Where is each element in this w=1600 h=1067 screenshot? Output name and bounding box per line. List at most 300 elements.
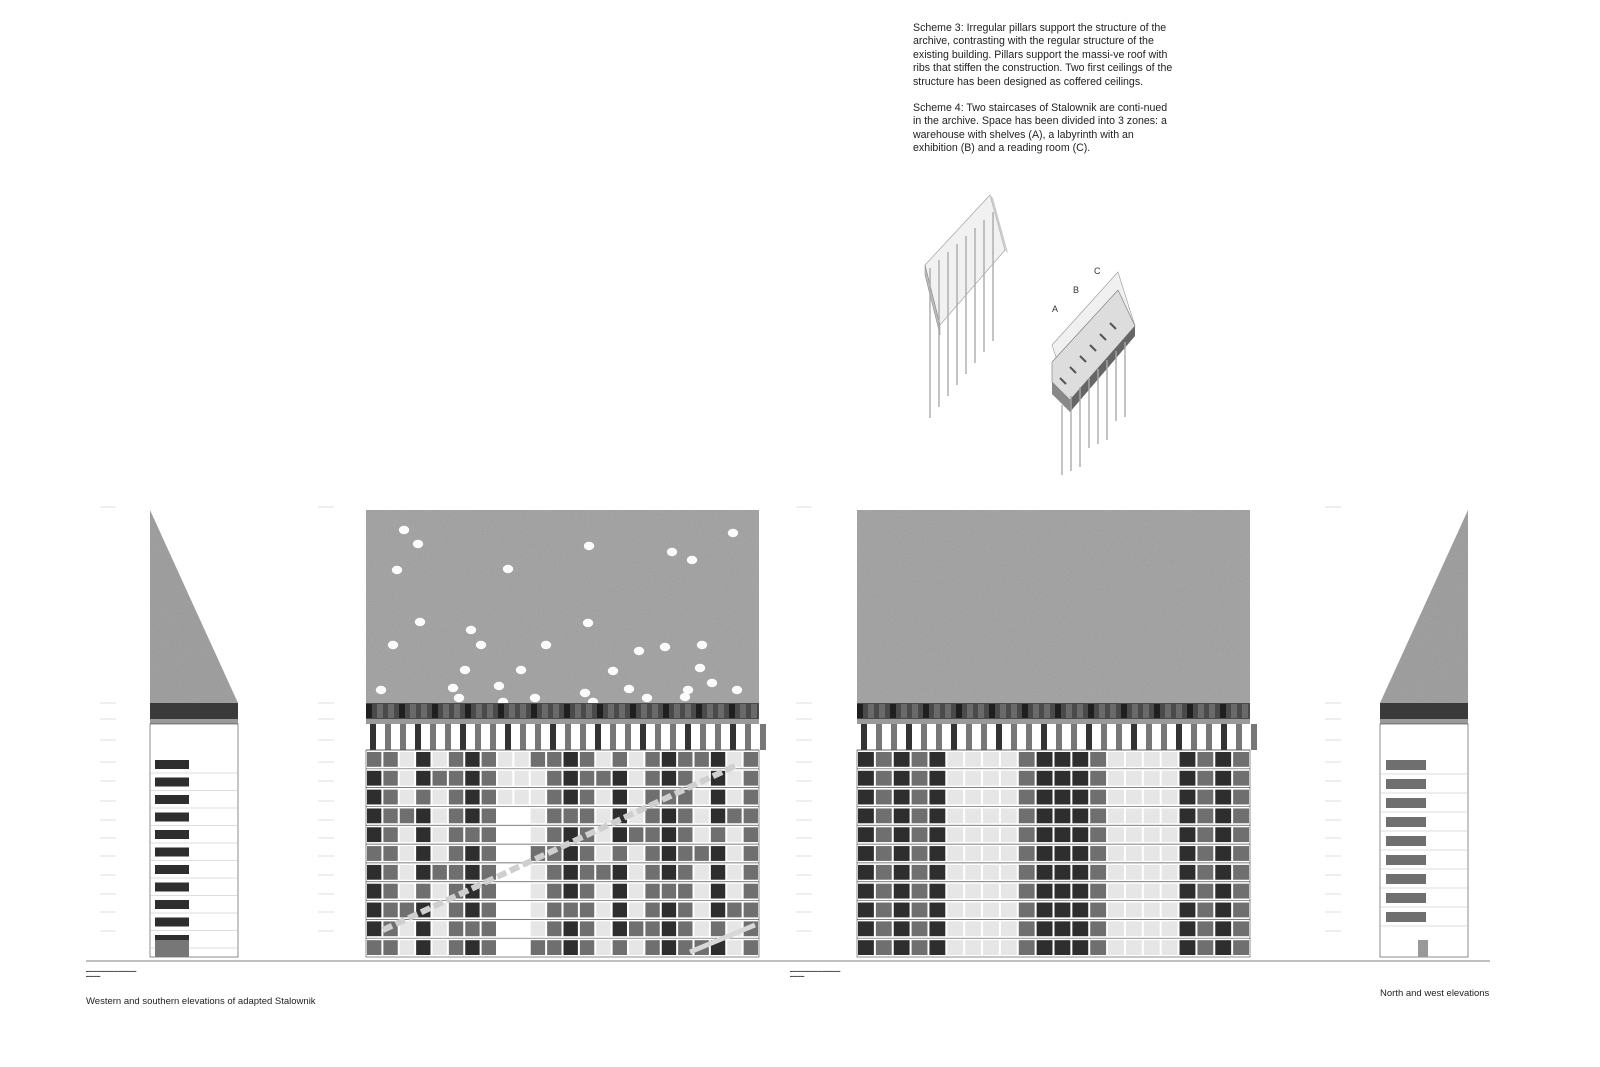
- facade-panel: [1197, 921, 1213, 936]
- facade-panel: [1215, 903, 1231, 918]
- roof-hole: [584, 542, 594, 550]
- facade-panel: [1180, 903, 1196, 918]
- facade-panel: [514, 903, 528, 918]
- facade-panel: [1001, 921, 1017, 936]
- band-panel: [520, 704, 526, 718]
- facade-panel: [1090, 865, 1106, 880]
- facade-panel: [1037, 884, 1053, 899]
- upper-column: [876, 724, 882, 750]
- facade-panel: [662, 865, 676, 880]
- facade-panel: [965, 790, 981, 805]
- roof-hole: [608, 667, 618, 675]
- facade-panel: [929, 865, 945, 880]
- band-panel: [1066, 704, 1072, 718]
- upper-column: [906, 724, 912, 750]
- facade-panel: [1180, 940, 1196, 955]
- facade-panel: [564, 771, 578, 786]
- roof-hole: [583, 619, 593, 627]
- facade-panel: [580, 884, 594, 899]
- facade-panel: [876, 865, 892, 880]
- facade-panel: [695, 921, 709, 936]
- facade-panel: [1072, 940, 1088, 955]
- roof-hole: [476, 641, 486, 649]
- facade-panel: [1180, 884, 1196, 899]
- facade-panel: [1090, 752, 1106, 767]
- band-panel: [1044, 704, 1050, 718]
- facade-panel: [678, 771, 692, 786]
- facade-panel: [1126, 790, 1142, 805]
- facade-panel: [858, 790, 874, 805]
- window-strip: [155, 795, 189, 804]
- upper-column: [1116, 724, 1122, 750]
- facade-panel: [596, 884, 610, 899]
- facade-panel: [983, 846, 999, 861]
- facade-panel: [662, 752, 676, 767]
- band-panel: [476, 704, 482, 718]
- facade-panel: [416, 790, 430, 805]
- facade-panel: [564, 790, 578, 805]
- upper-column: [385, 724, 391, 750]
- facade-panel: [613, 921, 627, 936]
- upper-column: [1206, 724, 1212, 750]
- upper-column: [1131, 724, 1137, 750]
- band-panel: [641, 704, 647, 718]
- facade-panel: [912, 771, 928, 786]
- facade-panel: [876, 921, 892, 936]
- facade-panel: [400, 752, 414, 767]
- facade-panel: [498, 771, 512, 786]
- band-panel: [443, 704, 449, 718]
- band-panel: [619, 704, 625, 718]
- facade-panel: [449, 940, 463, 955]
- facade-panel: [580, 846, 594, 861]
- roof-hole: [707, 679, 717, 687]
- facade-panel: [596, 921, 610, 936]
- upper-column: [535, 724, 541, 750]
- facade-panel: [947, 790, 963, 805]
- upper-column: [1236, 724, 1242, 750]
- facade-panel: [1180, 771, 1196, 786]
- upper-column: [610, 724, 616, 750]
- facade-panel: [876, 808, 892, 823]
- facade-panel: [449, 865, 463, 880]
- facade-panel: [947, 827, 963, 842]
- facade-panel: [1037, 827, 1053, 842]
- facade-panel: [1108, 884, 1124, 899]
- facade-panel: [433, 940, 447, 955]
- facade-panel: [1126, 921, 1142, 936]
- facade-panel: [1180, 846, 1196, 861]
- facade-panel: [449, 771, 463, 786]
- facade-panel: [1019, 884, 1035, 899]
- facade-panel: [894, 865, 910, 880]
- slab-edge: [150, 719, 238, 724]
- band-panel: [1011, 704, 1017, 718]
- facade-panel: [1144, 921, 1160, 936]
- facade-panel: [465, 771, 479, 786]
- facade-panel: [1215, 827, 1231, 842]
- facade-panel: [1233, 790, 1249, 805]
- facade-panel: [367, 771, 381, 786]
- band-panel: [1110, 704, 1116, 718]
- band-panel: [630, 704, 636, 718]
- facade-panel: [400, 808, 414, 823]
- band-panel: [956, 704, 962, 718]
- facade-panel: [1001, 884, 1017, 899]
- roof-hole: [695, 664, 705, 672]
- facade-panel: [1144, 865, 1160, 880]
- facade-panel: [1090, 921, 1106, 936]
- facade-panel: [965, 846, 981, 861]
- facade-panel: [383, 827, 397, 842]
- upper-column: [625, 724, 631, 750]
- facade-panel: [547, 903, 561, 918]
- facade-panel: [876, 903, 892, 918]
- facade-panel: [1180, 808, 1196, 823]
- facade-panel: [1055, 771, 1071, 786]
- facade-panel: [383, 790, 397, 805]
- facade-panel: [613, 846, 627, 861]
- facade-panel: [858, 808, 874, 823]
- band-panel: [1000, 704, 1006, 718]
- facade-panel: [912, 846, 928, 861]
- facade-panel: [1072, 903, 1088, 918]
- facade-panel: [629, 752, 643, 767]
- upper-column: [700, 724, 706, 750]
- facade-panel: [929, 846, 945, 861]
- band-panel: [388, 704, 394, 718]
- upper-column: [1056, 724, 1062, 750]
- facade-panel: [711, 903, 725, 918]
- facade-panel: [367, 921, 381, 936]
- facade-panel: [678, 903, 692, 918]
- facade-panel: [613, 827, 627, 842]
- roof-hole: [697, 641, 707, 649]
- facade-panel: [1162, 921, 1178, 936]
- facade-panel: [1233, 921, 1249, 936]
- facade-panel: [858, 940, 874, 955]
- facade-panel: [929, 808, 945, 823]
- facade-panel: [1233, 884, 1249, 899]
- facade-panel: [1144, 752, 1160, 767]
- facade-panel: [1108, 903, 1124, 918]
- upper-column: [1176, 724, 1182, 750]
- facade-panel: [645, 808, 659, 823]
- roof-hole: [541, 641, 551, 649]
- facade-panel: [1126, 903, 1142, 918]
- facade-panel: [727, 846, 741, 861]
- facade-panel: [1037, 921, 1053, 936]
- facade-panel: [1144, 884, 1160, 899]
- facade-panel: [678, 752, 692, 767]
- facade-panel: [514, 921, 528, 936]
- facade-panel: [1019, 903, 1035, 918]
- band-panel: [1077, 704, 1083, 718]
- upper-column: [921, 724, 927, 750]
- facade-panel: [894, 846, 910, 861]
- facade-panel: [983, 790, 999, 805]
- facade-panel: [1162, 884, 1178, 899]
- band-panel: [597, 704, 603, 718]
- band-panel: [421, 704, 427, 718]
- facade-panel: [1037, 808, 1053, 823]
- roof-hole: [728, 529, 738, 537]
- band-panel: [553, 704, 559, 718]
- facade-panel: [858, 846, 874, 861]
- axonometric-schemes: [925, 195, 1135, 475]
- facade-panel: [1197, 940, 1213, 955]
- facade-panel: [1072, 884, 1088, 899]
- upper-column: [1161, 724, 1167, 750]
- facade-panel: [1019, 865, 1035, 880]
- upper-column: [966, 724, 972, 750]
- facade-panel: [449, 846, 463, 861]
- upper-column: [370, 724, 376, 750]
- zone-label-b: B: [1073, 285, 1080, 295]
- facade-panel: [1001, 827, 1017, 842]
- facade-panel: [695, 865, 709, 880]
- facade-panel: [1144, 940, 1160, 955]
- facade-panel: [1233, 846, 1249, 861]
- band-panel: [901, 704, 907, 718]
- facade-panel: [695, 903, 709, 918]
- facade-panel: [1019, 752, 1035, 767]
- window-strip: [1386, 836, 1426, 846]
- upper-column: [1071, 724, 1077, 750]
- facade-panel: [1108, 846, 1124, 861]
- facade-panel: [711, 752, 725, 767]
- facade-panel: [465, 808, 479, 823]
- facade-panel: [1055, 752, 1071, 767]
- facade-panel: [1072, 921, 1088, 936]
- facade-panel: [1055, 903, 1071, 918]
- facade-panel: [929, 771, 945, 786]
- facade-panel: [1215, 865, 1231, 880]
- facade-panel: [929, 752, 945, 767]
- band-panel: [1143, 704, 1149, 718]
- band-panel: [945, 704, 951, 718]
- facade-panel: [983, 940, 999, 955]
- facade-panel: [744, 790, 758, 805]
- upper-column: [550, 724, 556, 750]
- facade-panel: [580, 865, 594, 880]
- facade-panel: [580, 771, 594, 786]
- slab-edge: [857, 719, 1250, 724]
- facade-panel: [711, 846, 725, 861]
- facade-panel: [1215, 790, 1231, 805]
- facade-panel: [1180, 752, 1196, 767]
- facade-panel: [1037, 771, 1053, 786]
- facade-panel: [727, 903, 741, 918]
- facade-panel: [662, 884, 676, 899]
- facade-panel: [465, 940, 479, 955]
- facade-panel: [876, 752, 892, 767]
- window-strip: [155, 865, 189, 874]
- roof-hole: [634, 647, 644, 655]
- facade-panel: [744, 903, 758, 918]
- facade-panel: [1108, 771, 1124, 786]
- facade-panel: [465, 752, 479, 767]
- facade-panel: [416, 827, 430, 842]
- facade-panel: [744, 752, 758, 767]
- facade-panel: [531, 827, 545, 842]
- facade-panel: [894, 808, 910, 823]
- facade-panel: [912, 865, 928, 880]
- facade-panel: [912, 884, 928, 899]
- facade-panel: [965, 827, 981, 842]
- facade-panel: [564, 884, 578, 899]
- facade-panel: [547, 827, 561, 842]
- facade-panel: [400, 790, 414, 805]
- caption-western-southern: Western and southern elevations of adapted Stalownik: [86, 996, 316, 1007]
- band-panel: [564, 704, 570, 718]
- perforated-roof: [366, 510, 759, 703]
- band-panel: [1121, 704, 1127, 718]
- facade-panel: [947, 808, 963, 823]
- facade-panel: [449, 921, 463, 936]
- facade-panel: [482, 940, 496, 955]
- facade-panel: [498, 827, 512, 842]
- facade-panel: [449, 790, 463, 805]
- facade-panel: [858, 921, 874, 936]
- facade-panel: [662, 903, 676, 918]
- facade-panel: [929, 903, 945, 918]
- roof-hole: [687, 556, 697, 564]
- roof-band: [1380, 703, 1468, 719]
- facade-panel: [383, 865, 397, 880]
- facade-panel: [1037, 752, 1053, 767]
- facade-panel: [1055, 790, 1071, 805]
- facade-panel: [449, 827, 463, 842]
- upper-column: [490, 724, 496, 750]
- facade-panel: [1001, 790, 1017, 805]
- facade-panel: [416, 865, 430, 880]
- facade-panel: [367, 940, 381, 955]
- roof-hole: [732, 686, 742, 694]
- upper-column: [1251, 724, 1257, 750]
- facade-panel: [629, 903, 643, 918]
- roof-hole: [466, 626, 476, 634]
- facade-panel: [482, 790, 496, 805]
- facade-panel: [1126, 846, 1142, 861]
- facade-panel: [531, 865, 545, 880]
- facade-panel: [1233, 827, 1249, 842]
- upper-column: [936, 724, 942, 750]
- band-panel: [663, 704, 669, 718]
- scheme-3-text: Scheme 3: Irregular pillars support the structure of the archive, contrasting with the regular structure of the existing building. Pillars support the massi-ve roof with ribs that stiffen the construction. Two first ceilings of the structure has been designed as coffered ceilings.: [913, 22, 1173, 88]
- facade-panel: [1090, 884, 1106, 899]
- band-panel: [608, 704, 614, 718]
- facade-panel: [629, 846, 643, 861]
- facade-panel: [433, 790, 447, 805]
- facade-panel: [744, 940, 758, 955]
- facade-panel: [894, 921, 910, 936]
- facade-panel: [1001, 865, 1017, 880]
- zone-label-a: A: [1052, 304, 1059, 314]
- facade-panel: [1037, 865, 1053, 880]
- facade-panel: [858, 752, 874, 767]
- facade-panel: [1055, 808, 1071, 823]
- facade-panel: [1019, 771, 1035, 786]
- facade-panel: [947, 903, 963, 918]
- upper-column: [460, 724, 466, 750]
- band-panel: [498, 704, 504, 718]
- facade-panel: [1215, 808, 1231, 823]
- facade-panel: [1090, 846, 1106, 861]
- facade-panel: [547, 752, 561, 767]
- facade-panel: [1233, 865, 1249, 880]
- facade-panel: [662, 771, 676, 786]
- facade-panel: [547, 771, 561, 786]
- facade-panel: [564, 846, 578, 861]
- roof-triangle-right: [1380, 510, 1468, 703]
- facade-panel: [580, 808, 594, 823]
- facade-panel: [564, 865, 578, 880]
- facade-panel: [1126, 940, 1142, 955]
- facade-panel: [894, 827, 910, 842]
- facade-panel: [1215, 846, 1231, 861]
- facade-panel: [1233, 752, 1249, 767]
- facade-panel: [596, 771, 610, 786]
- roof-hole: [667, 548, 677, 556]
- facade-panel: [514, 771, 528, 786]
- upper-column: [1221, 724, 1227, 750]
- facade-panel: [983, 827, 999, 842]
- facade-panel: [929, 921, 945, 936]
- facade-panel: [629, 790, 643, 805]
- band-panel: [1242, 704, 1248, 718]
- roof-hole: [680, 693, 690, 701]
- facade-panel: [367, 808, 381, 823]
- facade-panel: [1126, 884, 1142, 899]
- window-strip: [155, 883, 189, 892]
- roof-hole: [399, 526, 409, 534]
- facade-panel: [416, 752, 430, 767]
- roof-hole: [392, 566, 402, 574]
- facade-panel: [711, 921, 725, 936]
- band-panel: [509, 704, 515, 718]
- facade-panel: [1108, 940, 1124, 955]
- facade-panel: [662, 921, 676, 936]
- band-panel: [1055, 704, 1061, 718]
- facade-panel: [465, 903, 479, 918]
- facade-panel: [449, 808, 463, 823]
- upper-column: [1086, 724, 1092, 750]
- band-panel: [967, 704, 973, 718]
- facade-panel: [482, 808, 496, 823]
- west-elevation-right: [1380, 510, 1468, 957]
- upper-column: [1191, 724, 1197, 750]
- band-panel: [674, 704, 680, 718]
- facade-panel: [662, 808, 676, 823]
- south-elevation: [366, 510, 766, 957]
- facade-panel: [1072, 865, 1088, 880]
- facade-panel: [1108, 865, 1124, 880]
- facade-panel: [912, 921, 928, 936]
- facade-panel: [912, 940, 928, 955]
- facade-panel: [727, 940, 741, 955]
- facade-panel: [433, 921, 447, 936]
- window-strip: [1386, 855, 1426, 865]
- facade-panel: [400, 865, 414, 880]
- band-panel: [399, 704, 405, 718]
- facade-panel: [947, 884, 963, 899]
- band-panel: [1033, 704, 1039, 718]
- facade-panel: [367, 846, 381, 861]
- facade-panel: [645, 752, 659, 767]
- facade-panel: [876, 940, 892, 955]
- facade-panel: [613, 903, 627, 918]
